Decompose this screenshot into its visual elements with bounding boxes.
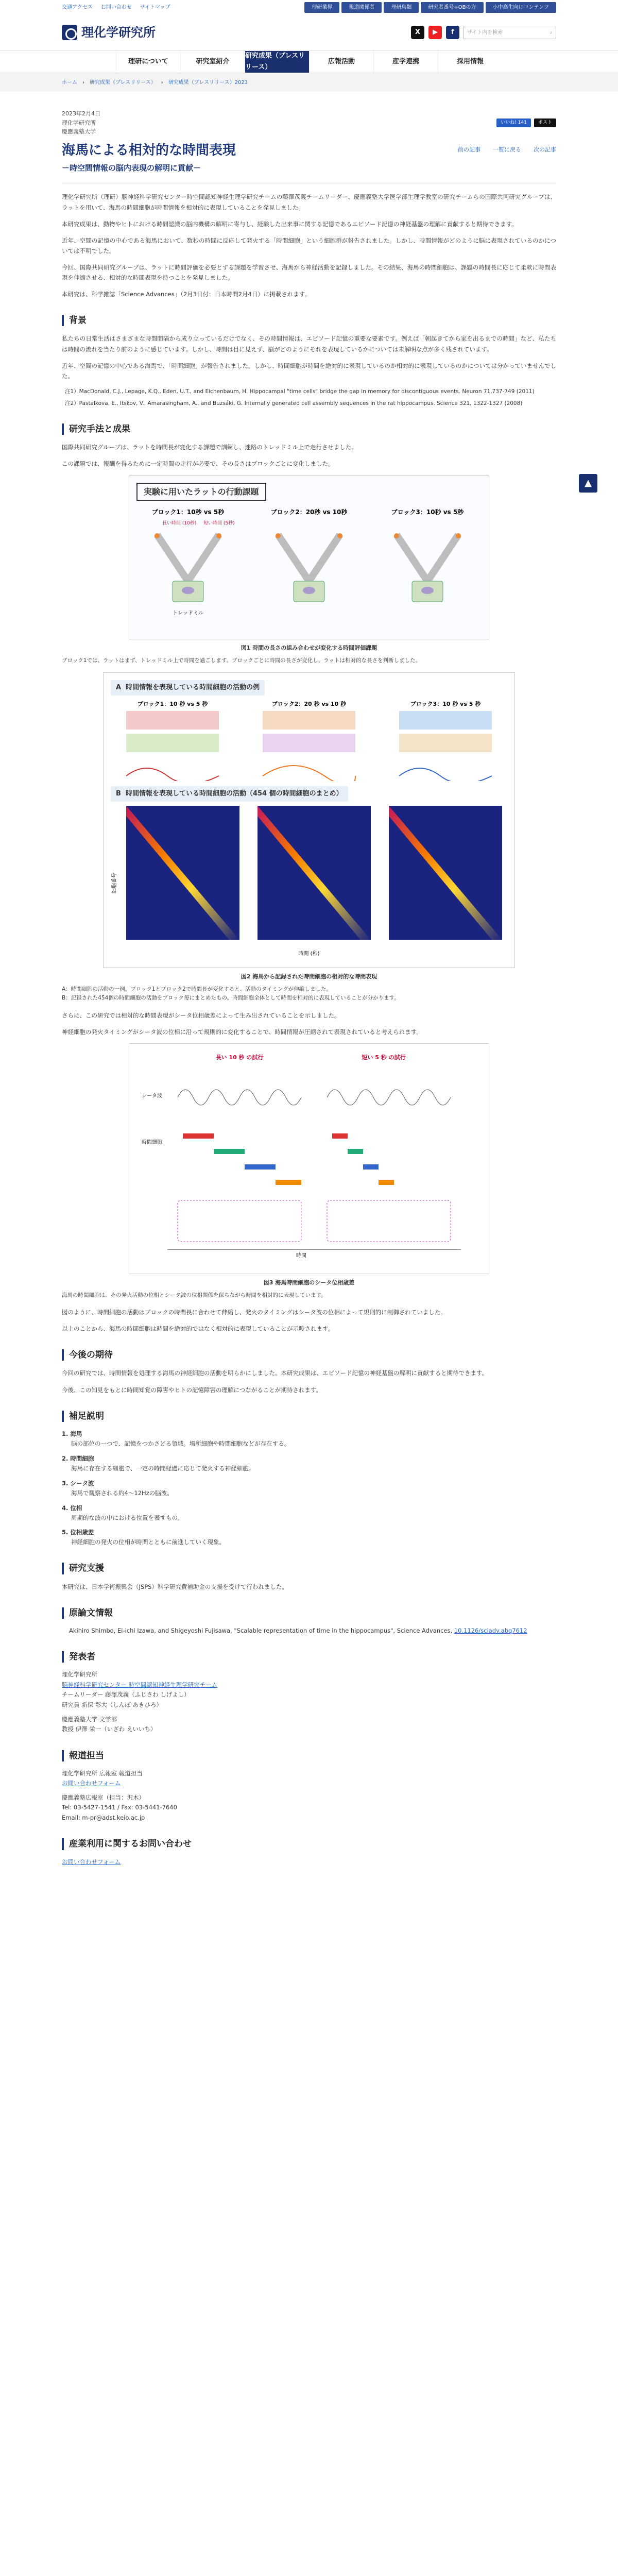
- global-nav: [0, 50, 618, 73]
- fig2-xlabel: 時間 (秒): [298, 951, 320, 957]
- site-header: [0, 14, 618, 50]
- post-button[interactable]: ポスト: [534, 118, 556, 127]
- breadcrumb: ホーム › 研究成果（プレスリリース） › 研究成果（プレスリリース）2023: [0, 73, 618, 92]
- audience-button-3[interactable]: 理研鳥類: [384, 2, 419, 13]
- glossary-item: 4. 位相 周期的な波の中における位置を表すもの。: [62, 1504, 184, 1521]
- nav-industry[interactable]: 産学連携: [373, 51, 438, 73]
- section-heading-presenters: 発表者: [62, 1651, 556, 1663]
- reference-item: 注1）MacDonald, C.J., Lepage, K.Q., Eden, U.T., and Eichenbaum, H. Hippocampal "time cells" bridge the gap in memory for discontiguous events. Neuron 71,737-749 (2011): [65, 388, 535, 395]
- nav-about[interactable]: 理研について: [116, 51, 180, 73]
- short-trial-label: 短い 5 秒 の試行: [362, 1054, 406, 1061]
- fig2-block-3: ブロック3：10 秒 vs 5 秒: [410, 701, 481, 708]
- figure-2a-title: A 時間情報を表現している時間細胞の活動の例: [111, 680, 265, 696]
- nav-pr[interactable]: 広報活動: [309, 51, 373, 73]
- section-heading-background: 背景: [62, 315, 556, 326]
- intro-paragraph: 近年、空間の記憶の中心である海馬において、数秒の時間に反応して発火する「時間細胞」という細胞群が報告されました。しかし、時間情報がどのように脳に表現されているのかについては不明でした。: [62, 236, 556, 255]
- sitemap-link[interactable]: サイトマップ: [140, 4, 170, 10]
- short-time-label: 短い時間 (5秒): [203, 521, 235, 527]
- fig2-ylabel: 細胞番号: [112, 873, 117, 894]
- riken-logo-mark: [62, 25, 77, 40]
- section-heading-industry: 産業利用に関するお問い合わせ: [62, 1838, 556, 1850]
- back-to-list-link[interactable]: 一覧に戻る: [493, 146, 521, 153]
- outlook-paragraph: 今後、この知見をもとに時間知覚の障害やヒトの記憶障害の理解につながることが期待されます。: [62, 1386, 322, 1394]
- intro-paragraph: 本研究は、科学雑誌「Science Advances」（2月3日付：日本時間2月4日）に掲載されます。: [62, 291, 311, 298]
- nav-recruit[interactable]: 採用情報: [438, 51, 502, 73]
- nav-labs[interactable]: 研究室紹介: [180, 51, 245, 73]
- audience-button-4[interactable]: 研究者番号+OBの方: [421, 2, 483, 13]
- glossary-item: 1. 海馬 脳の部位の一つで、記憶をつかさどる領域。場所細胞や時間細胞などが存在する。: [62, 1430, 290, 1447]
- figure-1: [129, 475, 489, 639]
- fig2-block-1: ブロック1：10 秒 vs 5 秒: [137, 701, 208, 708]
- section-heading-methods: 研究手法と成果: [62, 423, 556, 435]
- youtube-icon[interactable]: ▶: [428, 26, 442, 39]
- intro-paragraph: 理化学研究所（理研）脳神経科学研究センター時空間認知神経生理学研究チームの藤澤茂義チームリーダー、慶應義塾大学医学部生理学教室の研究チームらの国際共同研究グループは、ラットを用いて、海馬の時間細胞が時間情報を相対的に表現していることを発見しました。: [62, 193, 556, 211]
- back-to-top-icon[interactable]: ▲: [579, 474, 597, 493]
- section-heading-press: 報道担当: [62, 1750, 556, 1761]
- intro-paragraph: 今回、国際共同研究グループは、ラットに時間評価を必要とする課題を学習させ、海馬から神経活動を記録しました。その結果、海馬の時間細胞は、課題の時間長に応じて柔軟に時間表現を伸縮させる、相対的な時間表現を持つことを発見しました。: [62, 264, 556, 282]
- audience-button-2[interactable]: 報道関係者: [341, 2, 382, 13]
- audience-button-1[interactable]: 理研業界: [304, 2, 339, 13]
- middle-paragraph: さらに、この研究では相対的な時間表現がシータ位相歳差によって生み出されていることを示しました。: [62, 1011, 340, 1019]
- figure-1-description: ブロック1では、ラットはまず、トレッドミル上で時間を過ごします。ブロックごとに時間の長さが変化し、ラットは相対的な長さを判断しました。: [62, 657, 421, 664]
- utility-bar: [0, 0, 618, 14]
- industry-contact-link[interactable]: お問い合わせフォーム: [62, 1858, 121, 1866]
- methods-paragraph: この課題では、報酬を得るために一定時間の走行が必要で、その長さはブロックごとに変化しました。: [62, 460, 334, 467]
- breadcrumb-press[interactable]: 研究成果（プレスリリース）: [90, 79, 156, 86]
- task-diagram: [136, 504, 482, 628]
- theta-diagram: [136, 1051, 482, 1262]
- background-paragraph: 近年、空間の記憶の中心である海馬で、「時間細胞」が報告されました。しかし、時間細胞が時間を絶対的に表現しているのか相対的に表現しているのかについては分かっていませんでした。: [62, 362, 556, 380]
- section-heading-team: 研究支援: [62, 1563, 556, 1574]
- search-input[interactable]: サイト内を検索 ⌕: [464, 26, 556, 39]
- block-label-3: ブロック3：10秒 vs 5秒: [391, 509, 464, 516]
- figure-2: [103, 672, 515, 968]
- section-heading-outlook: 今後の期待: [62, 1349, 556, 1361]
- site-name: 理化学研究所: [81, 24, 156, 40]
- breadcrumb-home[interactable]: ホーム: [62, 79, 77, 86]
- page-subtitle: －時空間情報の脳内表現の解明に貢献－: [62, 163, 201, 173]
- treadmill-label: トレッドミル: [173, 611, 203, 617]
- breadcrumb-year[interactable]: 研究成果（プレスリリース）2023: [168, 79, 248, 86]
- figure-1-caption: 図1 時間の長さの組み合わせが変化する時間評価課題: [241, 645, 377, 652]
- release-date: 2023年2月4日: [62, 110, 100, 117]
- detail-paragraph: 以上のことから、海馬の時間細胞は時間を絶対的ではなく相対的に表現していることが示唆されます。: [62, 1325, 334, 1333]
- figure-3-caption: 図3 海馬時間細胞のシータ位相歳差: [263, 1279, 355, 1286]
- access-link[interactable]: 交通アクセス: [62, 4, 93, 10]
- methods-paragraph: 国際共同研究グループは、ラットを時間長が変化する課題で訓練し、迷路のトレッドミル上で走行させました。: [62, 443, 357, 451]
- figure-1-title: 実験に用いたラットの行動課題: [136, 483, 266, 501]
- theta-label: シータ波: [142, 1093, 162, 1099]
- background-paragraph: 私たちの日常生活はさまざまな時間間隔から成り立っているだけでなく、その時間情報は、エピソード記憶の重要な要素です。例えば「朝起きてから家を出るまでの時間」など、私たちは時間の流れを当たり前のように感じています。しかし、時間は目に見えず、脳がどのようにそれを表現しているかについては未解明な点が多く残されています。: [62, 335, 556, 353]
- figure-3-description: 海馬の時間細胞は、その発火活動の位相とシータ波の位相関係を保ちながら時間を相対的に表現しています。: [62, 1292, 327, 1298]
- org-1: 理化学研究所: [62, 119, 96, 126]
- cell-examples: [111, 699, 507, 781]
- x-icon[interactable]: X: [411, 26, 424, 39]
- section-heading-glossary: 補足説明: [62, 1411, 556, 1422]
- cell-population: [111, 806, 507, 960]
- page-title: 海馬による相対的な時間表現: [62, 142, 236, 158]
- long-time-label: 長い時間 (10秒): [162, 521, 197, 527]
- intro-paragraph: 本研究成果は、動物やヒトにおける時間認識の脳内機構の解明に寄与し、経験した出来事に関する記憶であるエピソード記憶の神経基盤の理解に貢献すると期待できます。: [62, 220, 518, 228]
- doi-link[interactable]: 10.1126/sciadv.abq7612: [454, 1626, 527, 1634]
- team-paragraph: 本研究は、日本学術振興会（JSPS）科学研究費補助金の支援を受けて行われました。: [62, 1583, 288, 1590]
- figure-2b-title: B 時間情報を表現している時間細胞の活動（454 個の時間細胞のまとめ）: [111, 786, 348, 802]
- glossary-item: 5. 位相歳差 神経細胞の発火の位相が時間とともに前進していく現象。: [62, 1529, 225, 1546]
- nav-press-release[interactable]: 研究成果（プレスリリース）: [245, 51, 309, 73]
- team-link[interactable]: 脳神経科学研究センター 時空間認知神経生理学研究チーム: [62, 1681, 218, 1688]
- search-icon[interactable]: ⌕: [550, 29, 553, 36]
- time-cell-label: 時間細胞: [142, 1139, 162, 1145]
- article: [62, 109, 556, 1867]
- figure-2-description: A：時間細胞の活動の一例。ブロック1とブロック2で時間長が変化すると、活動のタイミングが伸縮しました。 B：記録された454個の時間細胞の活動をブロック毎にまとめたもの。時間細胞全体として時間を相対的に表現していることが分かります。: [62, 986, 400, 1002]
- outlook-paragraph: 今回の研究では、時間情報を処理する海馬の神経細胞の活動を明らかにしました。本研究成果は、エピソード記憶の神経基盤の解明に貢献すると期待できます。: [62, 1369, 488, 1377]
- press-contact: 理化学研究所 広報室 報道担当 お問い合わせフォーム 慶應義塾広報室（担当：沢木） Tel: 03-5427-1541 / Fax: 03-5441-7640 Email: m-pr@adst.keio.ac.jp: [62, 1769, 177, 1821]
- figure-2-caption: 図2 海馬から記録された時間細胞の相対的な時間表現: [241, 973, 377, 980]
- block-label-2: ブロック2：20秒 vs 10秒: [270, 509, 348, 516]
- glossary-item: 3. シータ波 海馬で観察される約4〜12Hzの脳波。: [62, 1479, 173, 1497]
- section-heading-paper: 原論文情報: [62, 1607, 556, 1619]
- facebook-icon[interactable]: f: [446, 26, 459, 39]
- fig2-block-2: ブロック2：20 秒 vs 10 秒: [271, 701, 347, 708]
- prev-article-link[interactable]: 前の記事: [458, 146, 480, 153]
- riken-logo[interactable]: [62, 22, 156, 43]
- paper-citation: Akihiro Shimbo, Ei-ichi Izawa, and Shigeyoshi Fujisawa, "Scalable representation of time in the hippocampus", Science Advances, 10.1126/sciadv.abq7612: [69, 1626, 527, 1634]
- org-2: 慶應義塾大学: [62, 128, 96, 135]
- contact-link[interactable]: お問い合わせ: [100, 4, 132, 10]
- long-trial-label: 長い 10 秒 の試行: [215, 1054, 264, 1061]
- glossary-item: 2. 時間細胞 海馬に存在する細胞で、一定の時間経過に応じて発火する神経細胞。: [62, 1454, 255, 1472]
- reference-item: 注2）Pastalkova, E., Itskov, V., Amarasingham, A., and Buzsáki, G. Internally generated cell assembly sequences in the rat hippocampus. Science 321, 1322-1327 (2008): [65, 400, 523, 406]
- figure-3: [129, 1043, 489, 1274]
- like-button[interactable]: いいね! 141: [496, 118, 531, 127]
- audience-button-5[interactable]: 小中高生向けコンテンツ: [486, 2, 557, 13]
- block-label-1: ブロック1：10秒 vs 5秒: [151, 509, 225, 516]
- middle-paragraph: 神経細胞の発火タイミングがシータ波の位相に沿って規則的に変化することで、時間情報が圧縮されて表現されていると考えられます。: [62, 1028, 422, 1036]
- presenter-list: 理化学研究所 脳神経科学研究センター 時空間認知神経生理学研究チーム チームリーダー 藤澤茂義（ふじさわ しげよし） 研究員 新保 彰大（しんぼ あきひろ） 慶應義塾大学 文学部 教授 伊澤 栄一（いざわ えいいち）: [62, 1671, 218, 1733]
- next-article-link[interactable]: 次の記事: [534, 146, 556, 153]
- press-contact-form-link[interactable]: お問い合わせフォーム: [62, 1780, 121, 1787]
- time-axis-label: 時間: [296, 1252, 306, 1259]
- detail-paragraph: 図のように、時間細胞の活動はブロックの時間長に合わせて伸縮し、発火のタイミングはシータ波の位相によって規則的に制御されていました。: [62, 1309, 447, 1316]
